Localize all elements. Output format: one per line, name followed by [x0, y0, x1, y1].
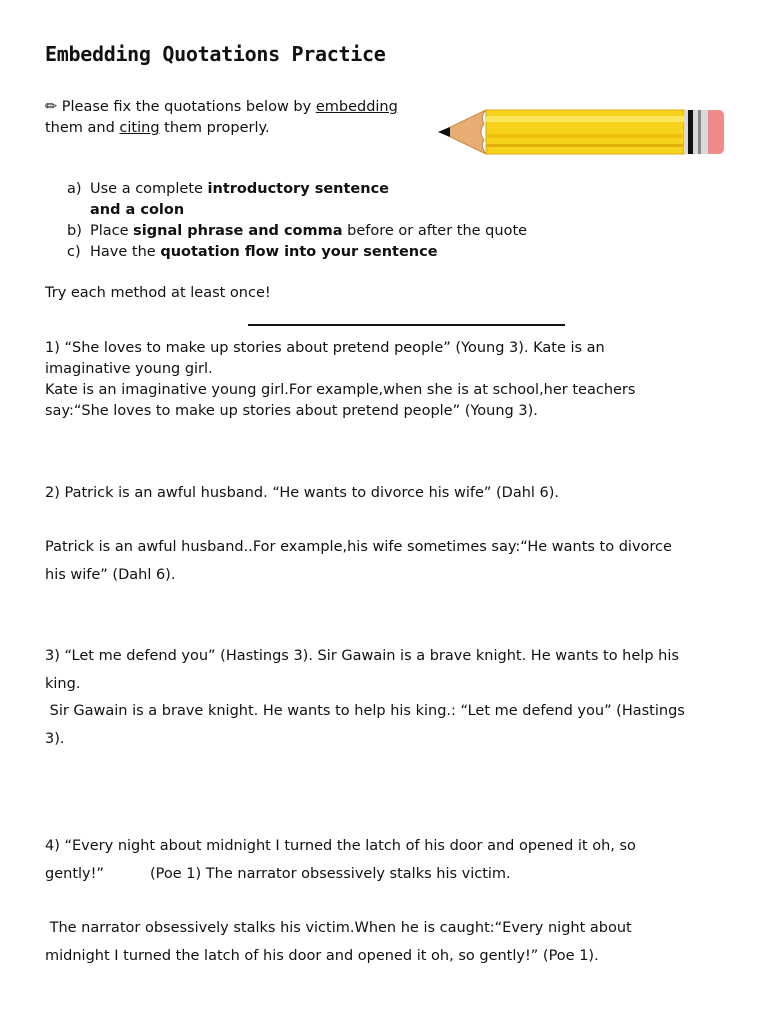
- method-text: Use a complete: [90, 181, 208, 197]
- exercise-4-answer: [45, 915, 725, 970]
- exercise-answer-line: Kate is an imaginative young girl.For example,when she is at school,her teachers: [45, 382, 636, 398]
- instructions: [45, 97, 425, 139]
- exercise-answer-line: midnight I turned the latch of his door and opened it oh, so gently!” (Poe 1).: [45, 947, 599, 964]
- divider: [248, 324, 565, 326]
- methods-list: [45, 179, 565, 263]
- pencil-emoji-icon: ✏: [45, 99, 58, 115]
- pencil-icon: [436, 106, 726, 158]
- method-text: before or after the quote: [342, 223, 528, 239]
- try-text: Try each method at least once!: [45, 285, 271, 301]
- method-bold: introductory sentence: [207, 181, 390, 197]
- method-marker: a): [67, 181, 82, 197]
- method-bold: quotation flow into your sentence: [160, 244, 438, 260]
- exercise-answer-line: The narrator obsessively stalks his victim.When he is caught:“Every night about: [45, 920, 632, 936]
- method-b: [45, 221, 565, 242]
- exercise-3: [45, 643, 725, 753]
- method-bold: signal phrase and comma: [133, 223, 343, 239]
- method-marker: c): [67, 244, 81, 260]
- exercise-answer-line: Patrick is an awful husband..For example,his wife sometimes say:“He wants to divorce: [45, 539, 672, 555]
- method-text: Place: [90, 223, 134, 239]
- exercise-line: gently!” (Poe 1) The narrator obsessively stalks his victim.: [45, 865, 511, 882]
- exercise-answer-line: his wife” (Dahl 6).: [45, 566, 176, 583]
- instructions-citing: citing: [119, 120, 160, 136]
- method-marker: b): [67, 223, 82, 239]
- method-c: [45, 242, 565, 263]
- exercise-1: [45, 338, 725, 422]
- exercise-line: king.: [45, 675, 81, 692]
- instructions-text-2: them and: [45, 120, 120, 136]
- exercise-line: imaginative young girl.: [45, 361, 213, 377]
- method-bold: and a colon: [90, 202, 185, 218]
- exercise-answer-line: say:“She loves to make up stories about pretend people” (Young 3).: [45, 403, 538, 419]
- exercise-4-prompt: [45, 833, 725, 888]
- instructions-embedding: embedding: [315, 99, 398, 115]
- exercise-line: 4) “Every night about midnight I turned the latch of his door and opened it oh, so: [45, 838, 636, 854]
- exercise-2-answer: [45, 534, 725, 589]
- instructions-text-3: them properly.: [159, 120, 270, 136]
- page-title: Embedding Quotations Practice: [45, 42, 386, 66]
- exercise-2-prompt: 2) Patrick is an awful husband. “He wants to divorce his wife” (Dahl 6).: [45, 485, 560, 501]
- method-text: Have the: [90, 244, 161, 260]
- exercise-answer-line: 3).: [45, 730, 65, 747]
- exercise-answer-line: Sir Gawain is a brave knight. He wants to help his king.: “Let me defend you” (Hastings: [45, 703, 685, 719]
- exercise-line: 1) “She loves to make up stories about pretend people” (Young 3). Kate is an: [45, 340, 605, 356]
- exercise-line: 3) “Let me defend you” (Hastings 3). Sir Gawain is a brave knight. He wants to help his: [45, 648, 679, 664]
- method-a: [45, 179, 565, 221]
- instructions-text-1: Please fix the quotations below by: [61, 99, 316, 115]
